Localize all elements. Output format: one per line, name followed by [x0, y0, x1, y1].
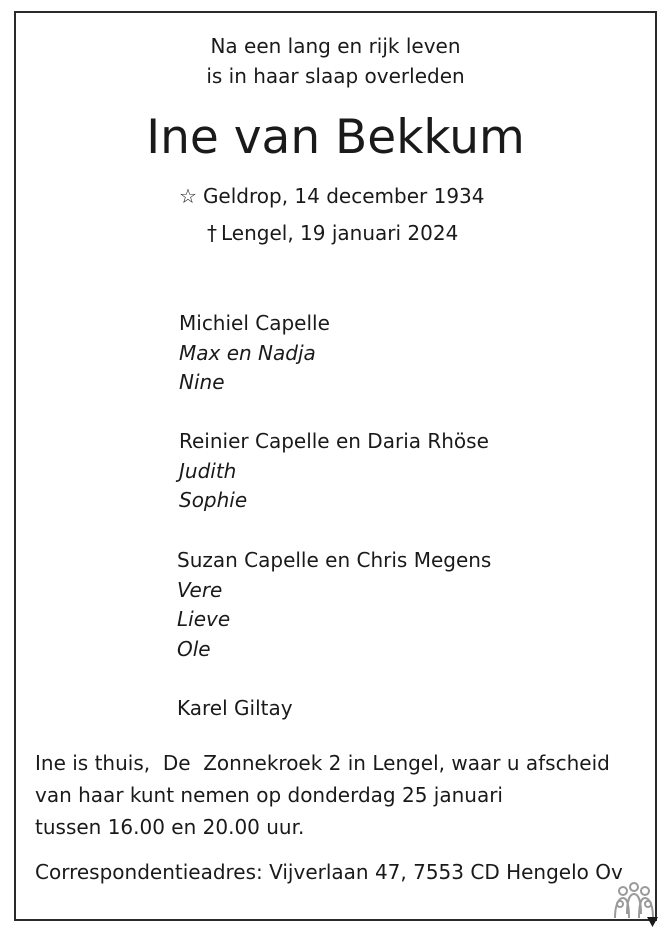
death-text: Lengel, 19 januari 2024 [221, 221, 459, 245]
family-child: Sophie [179, 488, 248, 512]
cross-icon: † [207, 221, 217, 245]
death-line [207, 221, 458, 245]
star-icon: ☆ [179, 184, 197, 208]
family-name: Suzan Capelle en Chris Megens [177, 548, 492, 572]
correspondence-address: Correspondentieadres: Vijverlaan 47, 7553 CD Hengelo Ov [35, 860, 623, 884]
triangle-down-icon [647, 917, 658, 927]
family-name: Karel Giltay [177, 696, 293, 720]
family-child: Ole [177, 637, 211, 661]
family-child: Nine [179, 370, 225, 394]
intro-line-1: Na een lang en rijk leven [210, 34, 461, 58]
people-group-logo [609, 882, 659, 928]
birth-line [179, 184, 485, 208]
family-child: Lieve [177, 607, 231, 631]
family-child: Max en Nadja [179, 341, 316, 365]
visiting-line-3: tussen 16.00 en 20.00 uur. [35, 815, 305, 839]
visiting-line-1: Ine is thuis, De Zonnekroek 2 in Lengel, waar u afscheid [35, 751, 610, 775]
family-name: Reinier Capelle en Daria Rhöse [179, 429, 489, 453]
birth-text: Geldrop, 14 december 1934 [202, 184, 485, 208]
intro-line-2: is in haar slaap overleden [206, 64, 465, 88]
family-child: Judith [179, 459, 237, 483]
deceased-name: Ine van Bekkum [146, 110, 525, 165]
visiting-line-2: van haar kunt nemen op donderdag 25 januari [35, 783, 503, 807]
family-child: Vere [177, 578, 223, 602]
family-name: Michiel Capelle [179, 311, 330, 335]
